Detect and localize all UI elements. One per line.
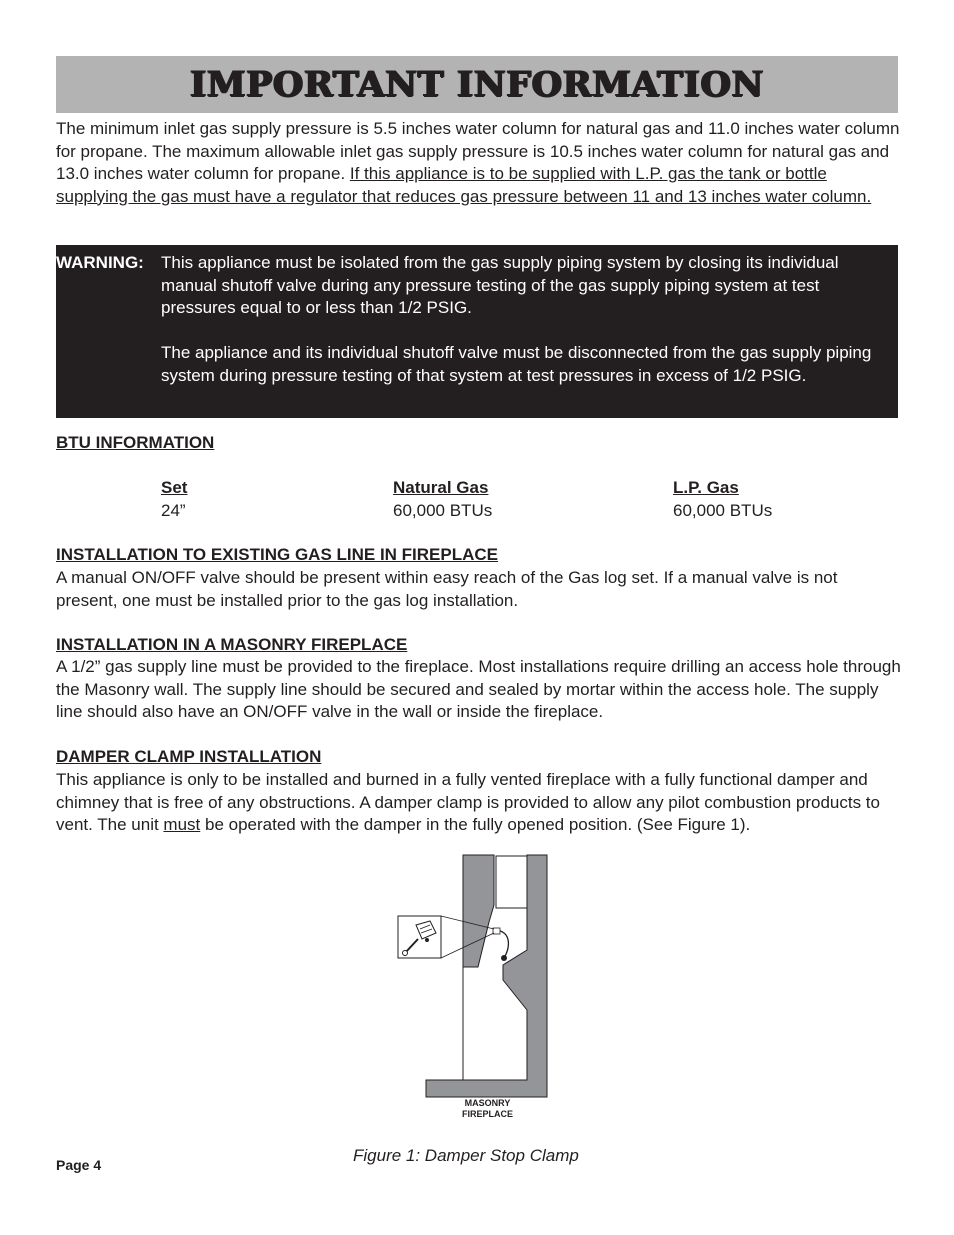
existing-line-heading: INSTALLATION TO EXISTING GAS LINE IN FIREPLACE [56,545,499,564]
masonry-label-line1: MASONRY [464,1098,511,1108]
damper-clamp-figure [395,853,555,1128]
masonry-heading: INSTALLATION IN A MASONRY FIREPLACE [56,635,408,654]
btu-natural-gas-header: Natural Gas [393,478,489,497]
intro-underlined-text: If this appliance is to be supplied with L.P. gas the tank or bottle supplying the gas must have a regulator that reduces gas pressure between 11 and 13 inches water column. [56,164,872,206]
page-title: IMPORTANT INFORMATION [189,64,765,105]
btu-lp-gas-value: 60,000 BTUs [673,500,773,520]
warning-paragraph-2: The appliance and its individual shutoff valve must be disconnected from the gas supply piping system during pressure testing of that system at test pressures in excess of 1/2 PSIG. [161,343,872,385]
masonry-paragraph: A 1/2” gas supply line must be provided to the fireplace. Most installations require drilling an access hole through the Masonry wall. The supply line should be secured and sealed by mortar within the access hole. The supply line should also have an ON/OFF valve in the wall or inside the fireplace. [56,657,901,721]
btu-set-header: Set [161,478,188,497]
intro-paragraph [56,118,901,208]
btu-natural-gas-value: 60,000 BTUs [393,500,493,520]
damper-clamp-location [493,928,500,934]
figure-caption: Figure 1: Damper Stop Clamp [353,1146,579,1165]
btu-set-column [161,477,187,522]
damper-text-a: This appliance is only to be installed and burned in a fully vented fireplace with a fully functional damper and chimney that is free of any obstructions. A damper clamp is provided to allow any pilot combustion products to vent. The unit [56,770,880,834]
btu-lp-gas-column [673,477,772,522]
chimney-flue [496,856,527,908]
damper-pivot [501,955,507,961]
btu-heading: BTU INFORMATION [56,433,215,452]
btu-set-value: 24” [161,500,186,520]
title-bar [56,56,898,113]
damper-text-must: must [163,815,201,834]
warning-paragraph-1: This appliance must be isolated from the gas supply piping system by closing its individual manual shutoff valve during any pressure testing of the gas supply piping system at test pressures equal to or less than 1/2 PSIG. [161,253,839,317]
damper-text-b: be operated with the damper in the fully opened position. (See Figure 1). [200,815,751,834]
masonry-fireplace-label [440,1098,535,1120]
existing-line-paragraph: A manual ON/OFF valve should be present within easy reach of the Gas log set. If a manual valve is not present, one must be installed prior to the gas log installation. [56,568,838,610]
btu-natural-gas-column [393,477,492,522]
masonry-label-line2: FIREPLACE [461,1109,513,1119]
btu-lp-gas-header: L.P. Gas [673,478,739,497]
damper-paragraph [56,769,901,837]
page-number: Page 4 [56,1157,102,1173]
damper-heading: DAMPER CLAMP INSTALLATION [56,747,322,766]
warning-box [56,245,898,418]
warning-label: WARNING: [56,253,144,272]
masonry-front-lintel [463,855,494,967]
intro-text: The minimum inlet gas supply pressure is 5.5 inches water column for natural gas and 11.0 inches water column for propane. The maximum allowable inlet gas supply pressure is 10.5 inches water column for natural gas and 13.0 inches water column for propane. [56,119,900,183]
